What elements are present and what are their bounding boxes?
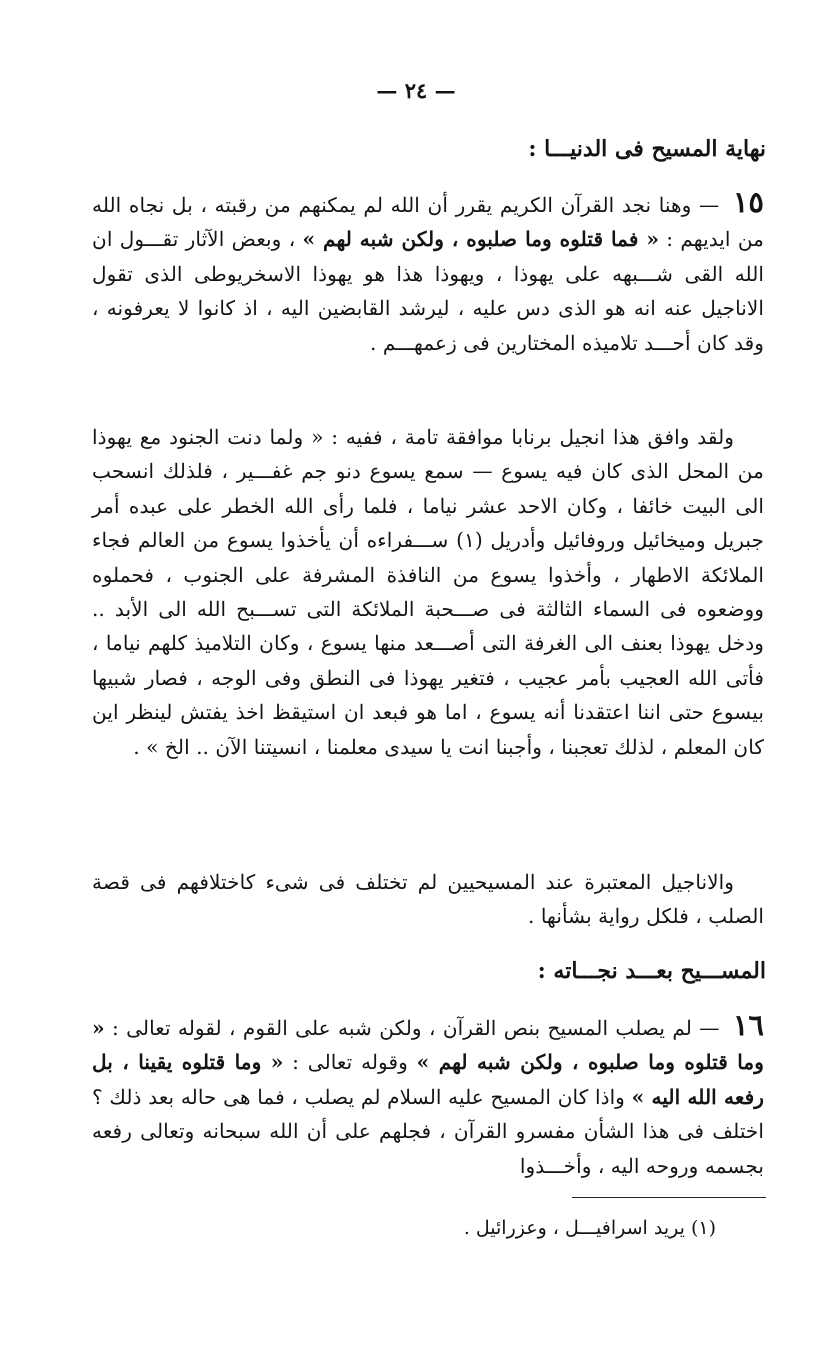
paragraph-text: — وهنا نجد القرآن الكريم يقرر أن الله لم يمكنهم من رقبته ، بل نجاه الله من ايديهم :: [92, 193, 764, 252]
quran-quote: « فما قتلوه وما صلبوه ، ولكن شبه لهم »: [302, 227, 659, 252]
quran-quote: « وما قتلوه يقينا ، بل رفعه الله اليه »: [92, 1050, 764, 1109]
section-heading-end-of-christ: نهاية المسيح فى الدنيـــا :: [528, 136, 766, 162]
paragraph-text: ولقد وافق هذا انجيل برنابا موافقة تامة ، ففيه : « ولما دنت الجنود مع يهوذا من المحل الذى كان فيه يسوع — سمع يسوع دنو جم غفـــير ، فلذلك انسحب الى البيت خائفا ، وكان الاحد عشر نياما ، فلما رأى الله الخطر على عبده أمر جبريل وميخائيل وروفائيل وأدريل (١) ســـفراءه أن يأخذوا يسوع من العالم فجاء الملائكة الاطهار ، وأخذوا يسوع من النافذة المشرفة على الجنوب ، فحملوه ووضعوه فى السماء الثالثة فى صـــحبة الملائكة التى تســـبح الله الى الأبد .. ودخل يهوذا بعنف الى الغرفة التى أصـــعد منها يسوع ، وكان التلاميذ كلهم نياما ، فأتى الله العجيب بأمر عجيب ، فتغير يهوذا فى النطق وفى الوجه ، فصار شبيها بيسوع حتى اننا اعتقدنا أنه يسوع ، اما هو فبعد ان استيقظ اخذ يفتش لينظر اين كان المعلم ، لذلك تعجبنا ، وأجبنا انت يا سيدى معلمنا ، انسيتنا الآن .. الخ » .: [92, 425, 764, 759]
paragraph-number: ١٥: [732, 185, 764, 219]
paragraph-barnabas: [92, 420, 764, 764]
paragraph-text: وقوله تعالى :: [283, 1050, 417, 1075]
paragraph-16: [92, 1010, 764, 1183]
footnote-divider: [572, 1197, 766, 1198]
paragraph-text: والاناجيل المعتبرة عند المسيحيين لم تختلف فى شىء كاختلافهم فى قصة الصلب ، فلكل رواية بشأنها .: [92, 870, 764, 929]
paragraph-number: ١٦: [732, 1008, 764, 1042]
section-heading-after-salvation: المســـيح بعـــد نجـــاته :: [537, 958, 766, 984]
paragraph-gospels: [92, 865, 764, 934]
paragraph-text: ، وبعض الآثار تقـــول ان الله القى شـــبهه على يهوذا ، ويهوذا هذا هو يهوذا الاسخريوطى الذى تقول الاناجيل عنه انه هو الذى دس عليه ، ليرشد القابضين اليه ، اذ كانوا لا يعرفونه ، وقد كان أحـــد تلاميذه المختارين فى زعمهـــم .: [92, 227, 764, 355]
paragraph-text: — لم يصلب المسيح بنص القرآن ، ولكن شبه على القوم ، لقوله تعالى :: [104, 1016, 727, 1040]
footnote: (١) يريد اسرافيـــل ، وعزرائيل .: [463, 1217, 716, 1239]
paragraph-15: [92, 187, 764, 360]
quran-quote: « وما قتلوه وما صلبوه ، ولكن شبه لهم »: [92, 1016, 764, 1075]
page-number: — ٢٤ —: [376, 78, 456, 103]
paragraph-text: واذا كان المسيح عليه السلام لم يصلب ، فما هى حاله بعد ذلك ؟ اختلف فى هذا الشأن مفسرو القرآن ، فجلهم على أن الله سبحانه وتعالى رفعه بجسمه وروحه اليه ، وأخـــذوا: [92, 1084, 764, 1178]
